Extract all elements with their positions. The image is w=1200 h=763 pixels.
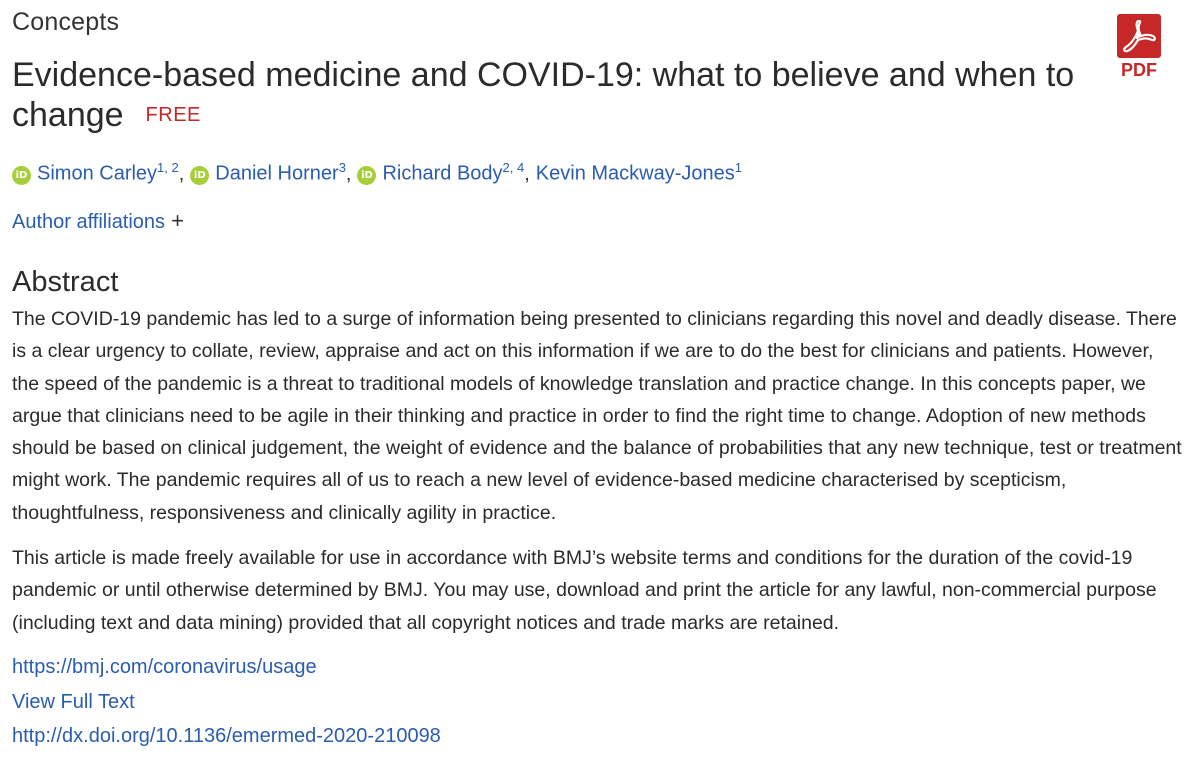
- author-link[interactable]: Kevin Mackway-Jones: [535, 162, 735, 185]
- view-full-text-link[interactable]: View Full Text: [12, 691, 135, 713]
- author-list: [12, 160, 742, 186]
- pdf-label: PDF: [1121, 60, 1157, 80]
- abstract-paragraph: The COVID-19 pandemic has led to a surge of information being presented to clinicians regarding this novel and deadly disease. There is a clear urgency to collate, review, appraise and act on this information if we are to do the best for clinicians and patients. However, the speed of the pandemic is a threat to traditional models of knowledge translation and practice change. In this concepts paper, we argue that clinicians need to be agile in their thinking and practice in order to find the right time to change. Adoption of new methods should be based on clinical judgement, the weight of evidence and the balance of probabilities that any new technique, test or treatment might work. The pandemic requires all of us to reach a new level of evidence-based medicine characterised by scepticism, thoughtfulness, responsiveness and clinically agility in practice.: [12, 308, 1182, 524]
- doi-link[interactable]: http://dx.doi.org/10.1136/emermed-2020-210098: [12, 725, 441, 747]
- author-item: [536, 160, 742, 186]
- orcid-icon[interactable]: iD: [12, 166, 31, 185]
- abstract-heading: Abstract: [12, 266, 119, 298]
- author-item: [357, 160, 524, 186]
- article-title: [12, 55, 1102, 135]
- author-separator: ,: [178, 162, 185, 185]
- orcid-icon[interactable]: iD: [190, 166, 209, 185]
- plus-icon: +: [171, 208, 184, 233]
- author-link[interactable]: Daniel Horner: [215, 162, 339, 185]
- author-separator: ,: [524, 162, 530, 185]
- author-separator: ,: [345, 162, 352, 185]
- pdf-download-button[interactable]: [1116, 14, 1162, 81]
- author-affiliations-toggle[interactable]: [12, 208, 184, 234]
- author-affiliation-ref[interactable]: 1, 2: [157, 160, 179, 175]
- pdf-icon: [1117, 14, 1161, 58]
- author-item: [190, 160, 346, 186]
- license-paragraph: This article is made freely available for use in accordance with BMJ’s website terms and conditions for the duration of the covid-19 pandemic or until otherwise determined by BMJ. You may use, download and print the article for any lawful, non-commercial purpose (including text and data mining) provided that all copyright notices and trade marks are retained.: [12, 547, 1157, 634]
- article-section-label: Concepts: [12, 8, 120, 36]
- author-link[interactable]: Richard Body: [382, 162, 503, 185]
- author-item: [12, 160, 179, 186]
- article-title-text: Evidence-based medicine and COVID-19: what to believe and when to change: [12, 56, 1075, 134]
- author-link[interactable]: Simon Carley: [37, 162, 158, 185]
- author-affiliation-ref[interactable]: 2, 4: [502, 160, 525, 175]
- orcid-icon[interactable]: iD: [357, 166, 376, 185]
- author-affiliations-label: Author affiliations: [12, 211, 166, 233]
- coronavirus-usage-link[interactable]: https://bmj.com/coronavirus/usage: [12, 656, 317, 678]
- free-access-badge: FREE: [145, 104, 201, 126]
- author-affiliation-ref[interactable]: 3: [338, 160, 346, 175]
- author-affiliation-ref[interactable]: 1: [734, 160, 742, 175]
